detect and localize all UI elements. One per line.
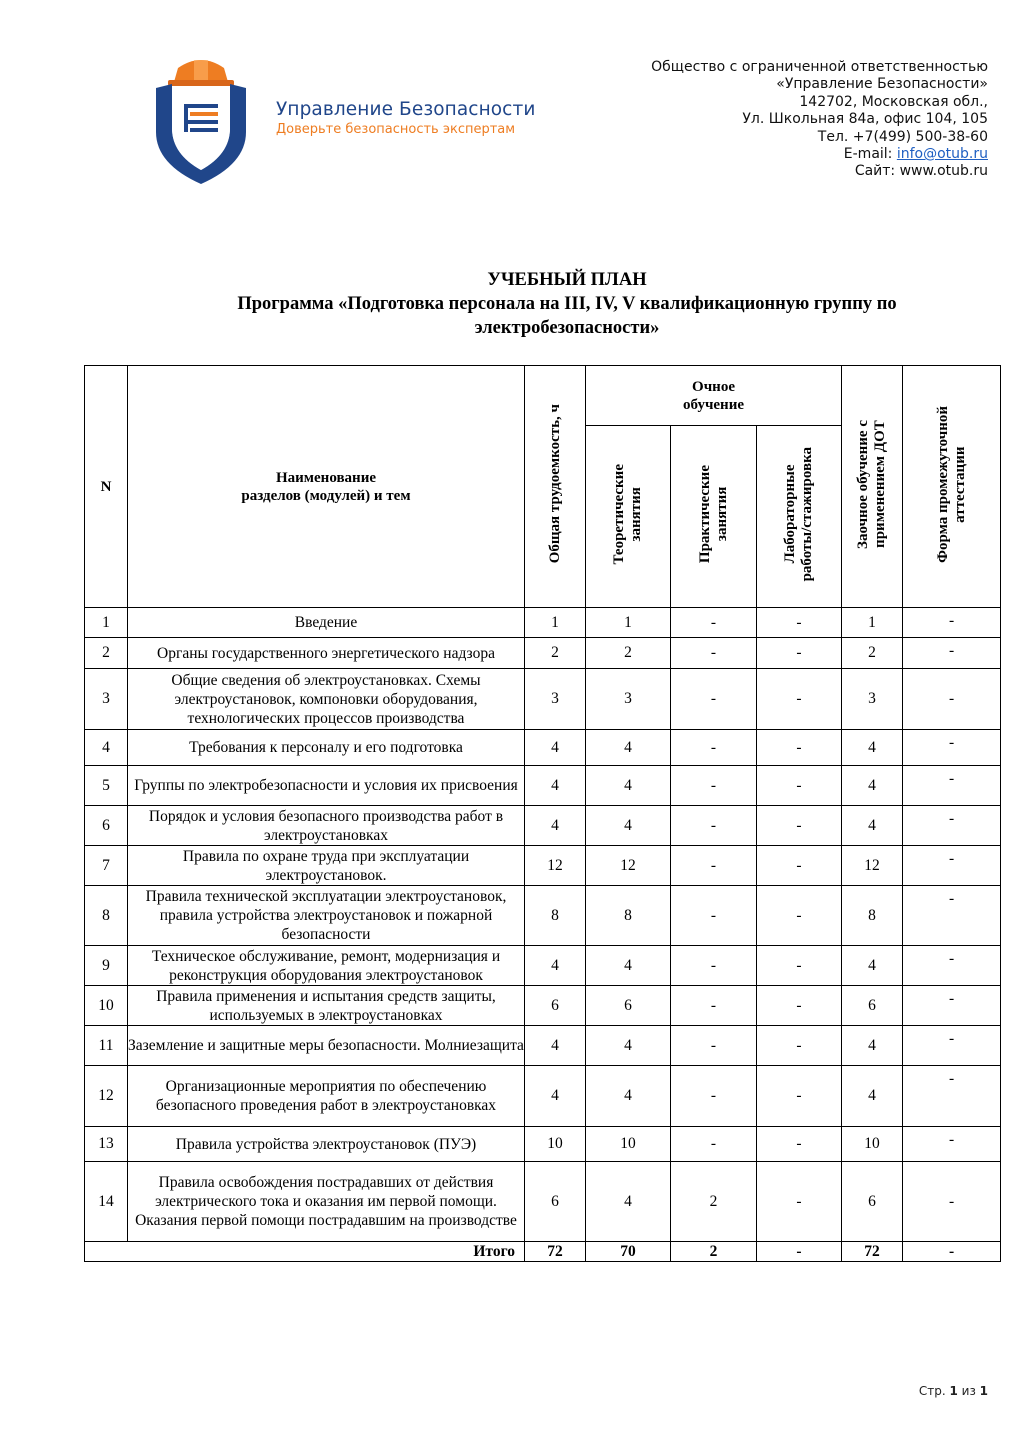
cell-n: 2: [85, 638, 128, 669]
header-fulltime-line2: обучение: [683, 396, 745, 413]
cell-distance: 1: [842, 608, 903, 638]
table-row: [85, 669, 1001, 730]
cell-name: Правила применения и испытания средств защиты, используемых в электроустановках: [128, 986, 525, 1026]
cell-n: 8: [85, 886, 128, 946]
cell-form: -: [903, 669, 1001, 730]
header-name-line2: разделов (модулей) и тем: [241, 487, 411, 504]
page-total: 1: [979, 1384, 988, 1398]
cell-total: 12: [525, 846, 586, 886]
company-site: Сайт: www.otub.ru: [854, 163, 988, 180]
cell-lab: -: [757, 1026, 842, 1066]
cell-form: -: [903, 806, 1001, 846]
header-practice: [671, 426, 757, 608]
header-name: [128, 366, 525, 608]
header-form: [903, 366, 1001, 608]
cell-n: 5: [85, 766, 128, 806]
header-practice-line2: занятия: [713, 486, 730, 542]
cell-theory: 4: [586, 1066, 671, 1127]
cell-n: 6: [85, 806, 128, 846]
header-theory-text: [611, 464, 645, 565]
total-distance: 72: [842, 1242, 903, 1262]
cell-total: 4: [525, 946, 586, 986]
header-fulltime-line1: Очное: [692, 378, 735, 395]
header-distance: [842, 366, 903, 608]
cell-practice: -: [671, 730, 757, 766]
cell-name: Правила технической эксплуатации электроустановок, правила устройства электроустановок и пожарной безопасности: [128, 886, 525, 946]
cell-distance: 4: [842, 806, 903, 846]
company-email-line: [651, 146, 988, 163]
cell-distance: 8: [842, 886, 903, 946]
cell-practice: -: [671, 886, 757, 946]
cell-n: 14: [85, 1162, 128, 1242]
company-line: Общество с ограниченной ответственностью: [651, 59, 988, 75]
cell-distance: 2: [842, 638, 903, 669]
cell-distance: 4: [842, 946, 903, 986]
cell-practice: -: [671, 766, 757, 806]
cell-theory: 10: [586, 1127, 671, 1162]
cell-n: 3: [85, 669, 128, 730]
cell-n: 1: [85, 608, 128, 638]
cell-lab: -: [757, 1127, 842, 1162]
cell-lab: -: [757, 608, 842, 638]
cell-practice: -: [671, 806, 757, 846]
cell-distance: 4: [842, 766, 903, 806]
cell-name: Органы государственного энергетического надзора: [128, 638, 525, 669]
title-line2: Программа «Подготовка персонала на III, IV, V квалификационную группу по электробезопасности»: [237, 294, 897, 338]
cell-practice: 2: [671, 1162, 757, 1242]
header-practice-text: [697, 465, 731, 563]
title-line1: УЧЕБНЫЙ ПЛАН: [487, 270, 647, 290]
cell-total: 6: [525, 1162, 586, 1242]
header-lab: [757, 426, 842, 608]
header-distance-line2: применением ДОТ: [872, 420, 889, 548]
total-hours: 72: [525, 1242, 586, 1262]
header-theory: [586, 426, 671, 608]
cell-total: 6: [525, 986, 586, 1026]
cell-practice: -: [671, 946, 757, 986]
table-row: [85, 946, 1001, 986]
cell-form: -: [903, 1026, 1001, 1066]
cell-total: 1: [525, 608, 586, 638]
header-total-hours: [525, 366, 586, 608]
header-fulltime: [586, 366, 842, 426]
company-details: [651, 59, 988, 181]
cell-name: Техническое обслуживание, ремонт, модернизация и реконструкция оборудования электроустановок: [128, 946, 525, 986]
cell-form: -: [903, 946, 1001, 986]
table-row: [85, 638, 1001, 669]
company-line: 142702, Московская обл.,: [799, 93, 988, 110]
page-sep: из: [957, 1384, 980, 1398]
table-row: [85, 986, 1001, 1026]
cell-form: -: [903, 1066, 1001, 1127]
page-number: [919, 1384, 988, 1398]
cell-lab: -: [757, 766, 842, 806]
cell-form: -: [903, 608, 1001, 638]
email-label: E-mail:: [843, 146, 897, 163]
curriculum-table: [84, 365, 1001, 1262]
brand-block: [276, 99, 535, 137]
cell-theory: 1: [586, 608, 671, 638]
cell-name: Требования к персоналу и его подготовка: [128, 730, 525, 766]
cell-total: 4: [525, 806, 586, 846]
cell-n: 10: [85, 986, 128, 1026]
total-form: -: [903, 1242, 1001, 1262]
table-row: [85, 846, 1001, 886]
header-form-text: [935, 406, 969, 563]
cell-name: Общие сведения об электроустановках. Схемы электроустановок, компоновки оборудования, технологических процессов производства: [128, 669, 525, 730]
table-row: [85, 730, 1001, 766]
header-form-line2: аттестации: [951, 445, 968, 523]
cell-lab: -: [757, 806, 842, 846]
cell-form: -: [903, 846, 1001, 886]
header-total-hours-text: Общая трудоемкость, ч: [546, 404, 563, 564]
cell-distance: 4: [842, 730, 903, 766]
cell-distance: 10: [842, 1127, 903, 1162]
page-prefix: Стр.: [918, 1384, 950, 1398]
cell-n: 7: [85, 846, 128, 886]
table-row: [85, 766, 1001, 806]
cell-practice: -: [671, 846, 757, 886]
table-total-row: [85, 1242, 1001, 1262]
table-row: [85, 1066, 1001, 1127]
cell-form: -: [903, 730, 1001, 766]
cell-lab: -: [757, 638, 842, 669]
cell-form: -: [903, 886, 1001, 946]
company-line: Ул. Школьная 84а, офис 104, 105: [742, 111, 988, 128]
cell-lab: -: [757, 886, 842, 946]
cell-name: Группы по электробезопасности и условия их присвоения: [128, 766, 525, 806]
company-line: Тел. +7(499) 500-38-60: [817, 128, 988, 145]
header-n: N: [85, 366, 128, 608]
cell-theory: 4: [586, 766, 671, 806]
cell-name: Правила освобождения пострадавших от действия электрического тока и оказания им первой помощи. Оказания первой помощи пострадавшим на производстве: [128, 1162, 525, 1242]
cell-lab: -: [757, 1162, 842, 1242]
cell-practice: -: [671, 1066, 757, 1127]
table-row: [85, 1026, 1001, 1066]
header-theory-line2: занятия: [628, 486, 644, 542]
cell-theory: 4: [586, 1026, 671, 1066]
page-current: 1: [949, 1384, 958, 1398]
cell-name: Правила устройства электроустановок (ПУЭ): [128, 1127, 525, 1162]
header-theory-line1: Теоретические: [611, 463, 627, 565]
cell-practice: -: [671, 986, 757, 1026]
cell-theory: 3: [586, 669, 671, 730]
company-line: «Управление Безопасности»: [776, 76, 988, 93]
cell-lab: -: [757, 986, 842, 1026]
cell-theory: 4: [586, 730, 671, 766]
table-row: [85, 886, 1001, 946]
total-practice: 2: [671, 1242, 757, 1262]
cell-name: Организационные мероприятия по обеспечению безопасного проведения работ в электроустановках: [128, 1066, 525, 1127]
cell-lab: -: [757, 1066, 842, 1127]
header-form-line1: Форма промежуточной: [934, 405, 951, 563]
total-label: Итого: [85, 1242, 525, 1262]
table-row: [85, 806, 1001, 846]
cell-practice: -: [671, 669, 757, 730]
cell-practice: -: [671, 1026, 757, 1066]
cell-theory: 4: [586, 806, 671, 846]
cell-distance: 4: [842, 1066, 903, 1127]
cell-total: 10: [525, 1127, 586, 1162]
header-lab-line2: работы/стажировка: [799, 446, 816, 582]
cell-n: 11: [85, 1026, 128, 1066]
cell-name: Заземление и защитные меры безопасности. Молниезащита: [128, 1026, 525, 1066]
document-title: [110, 268, 1024, 340]
cell-lab: -: [757, 946, 842, 986]
cell-total: 4: [525, 730, 586, 766]
header-distance-text: [855, 420, 889, 549]
email-link[interactable]: info@otub.ru: [896, 146, 988, 163]
cell-total: 2: [525, 638, 586, 669]
cell-distance: 4: [842, 1026, 903, 1066]
header-lab-text: [782, 447, 816, 581]
brand-slogan: Доверьте безопасность экспертам: [276, 122, 516, 137]
cell-n: 13: [85, 1127, 128, 1162]
total-theory: 70: [586, 1242, 671, 1262]
cell-distance: 6: [842, 1162, 903, 1242]
cell-name: Правила по охране труда при эксплуатации электроустановок.: [128, 846, 525, 886]
cell-form: -: [903, 986, 1001, 1026]
cell-total: 8: [525, 886, 586, 946]
cell-name: Порядок и условия безопасного производства работ в электроустановках: [128, 806, 525, 846]
cell-name: Введение: [128, 608, 525, 638]
header-distance-line1: Заочное обучение с: [855, 419, 872, 549]
table-row: [85, 1162, 1001, 1242]
cell-practice: -: [671, 638, 757, 669]
cell-form: -: [903, 638, 1001, 669]
cell-theory: 6: [586, 986, 671, 1026]
cell-total: 4: [525, 1026, 586, 1066]
cell-n: 12: [85, 1066, 128, 1127]
cell-distance: 12: [842, 846, 903, 886]
cell-theory: 4: [586, 946, 671, 986]
cell-total: 4: [525, 766, 586, 806]
cell-theory: 2: [586, 638, 671, 669]
cell-theory: 12: [586, 846, 671, 886]
total-lab: -: [757, 1242, 842, 1262]
cell-practice: -: [671, 608, 757, 638]
cell-form: -: [903, 1127, 1001, 1162]
cell-lab: -: [757, 669, 842, 730]
company-logo-icon: [150, 58, 252, 186]
cell-total: 4: [525, 1066, 586, 1127]
cell-distance: 6: [842, 986, 903, 1026]
cell-total: 3: [525, 669, 586, 730]
cell-lab: -: [757, 846, 842, 886]
cell-lab: -: [757, 730, 842, 766]
table-row: [85, 608, 1001, 638]
header-lab-line1: Лабораторные: [782, 464, 799, 564]
brand-name: Управление Безопасности: [276, 99, 536, 120]
table-row: [85, 1127, 1001, 1162]
cell-n: 4: [85, 730, 128, 766]
cell-practice: -: [671, 1127, 757, 1162]
header-name-line1: Наименование: [276, 469, 376, 486]
cell-form: -: [903, 766, 1001, 806]
cell-n: 9: [85, 946, 128, 986]
cell-theory: 8: [586, 886, 671, 946]
cell-form: -: [903, 1162, 1001, 1242]
cell-distance: 3: [842, 669, 903, 730]
cell-theory: 4: [586, 1162, 671, 1242]
header-practice-line1: Практические: [696, 464, 713, 564]
